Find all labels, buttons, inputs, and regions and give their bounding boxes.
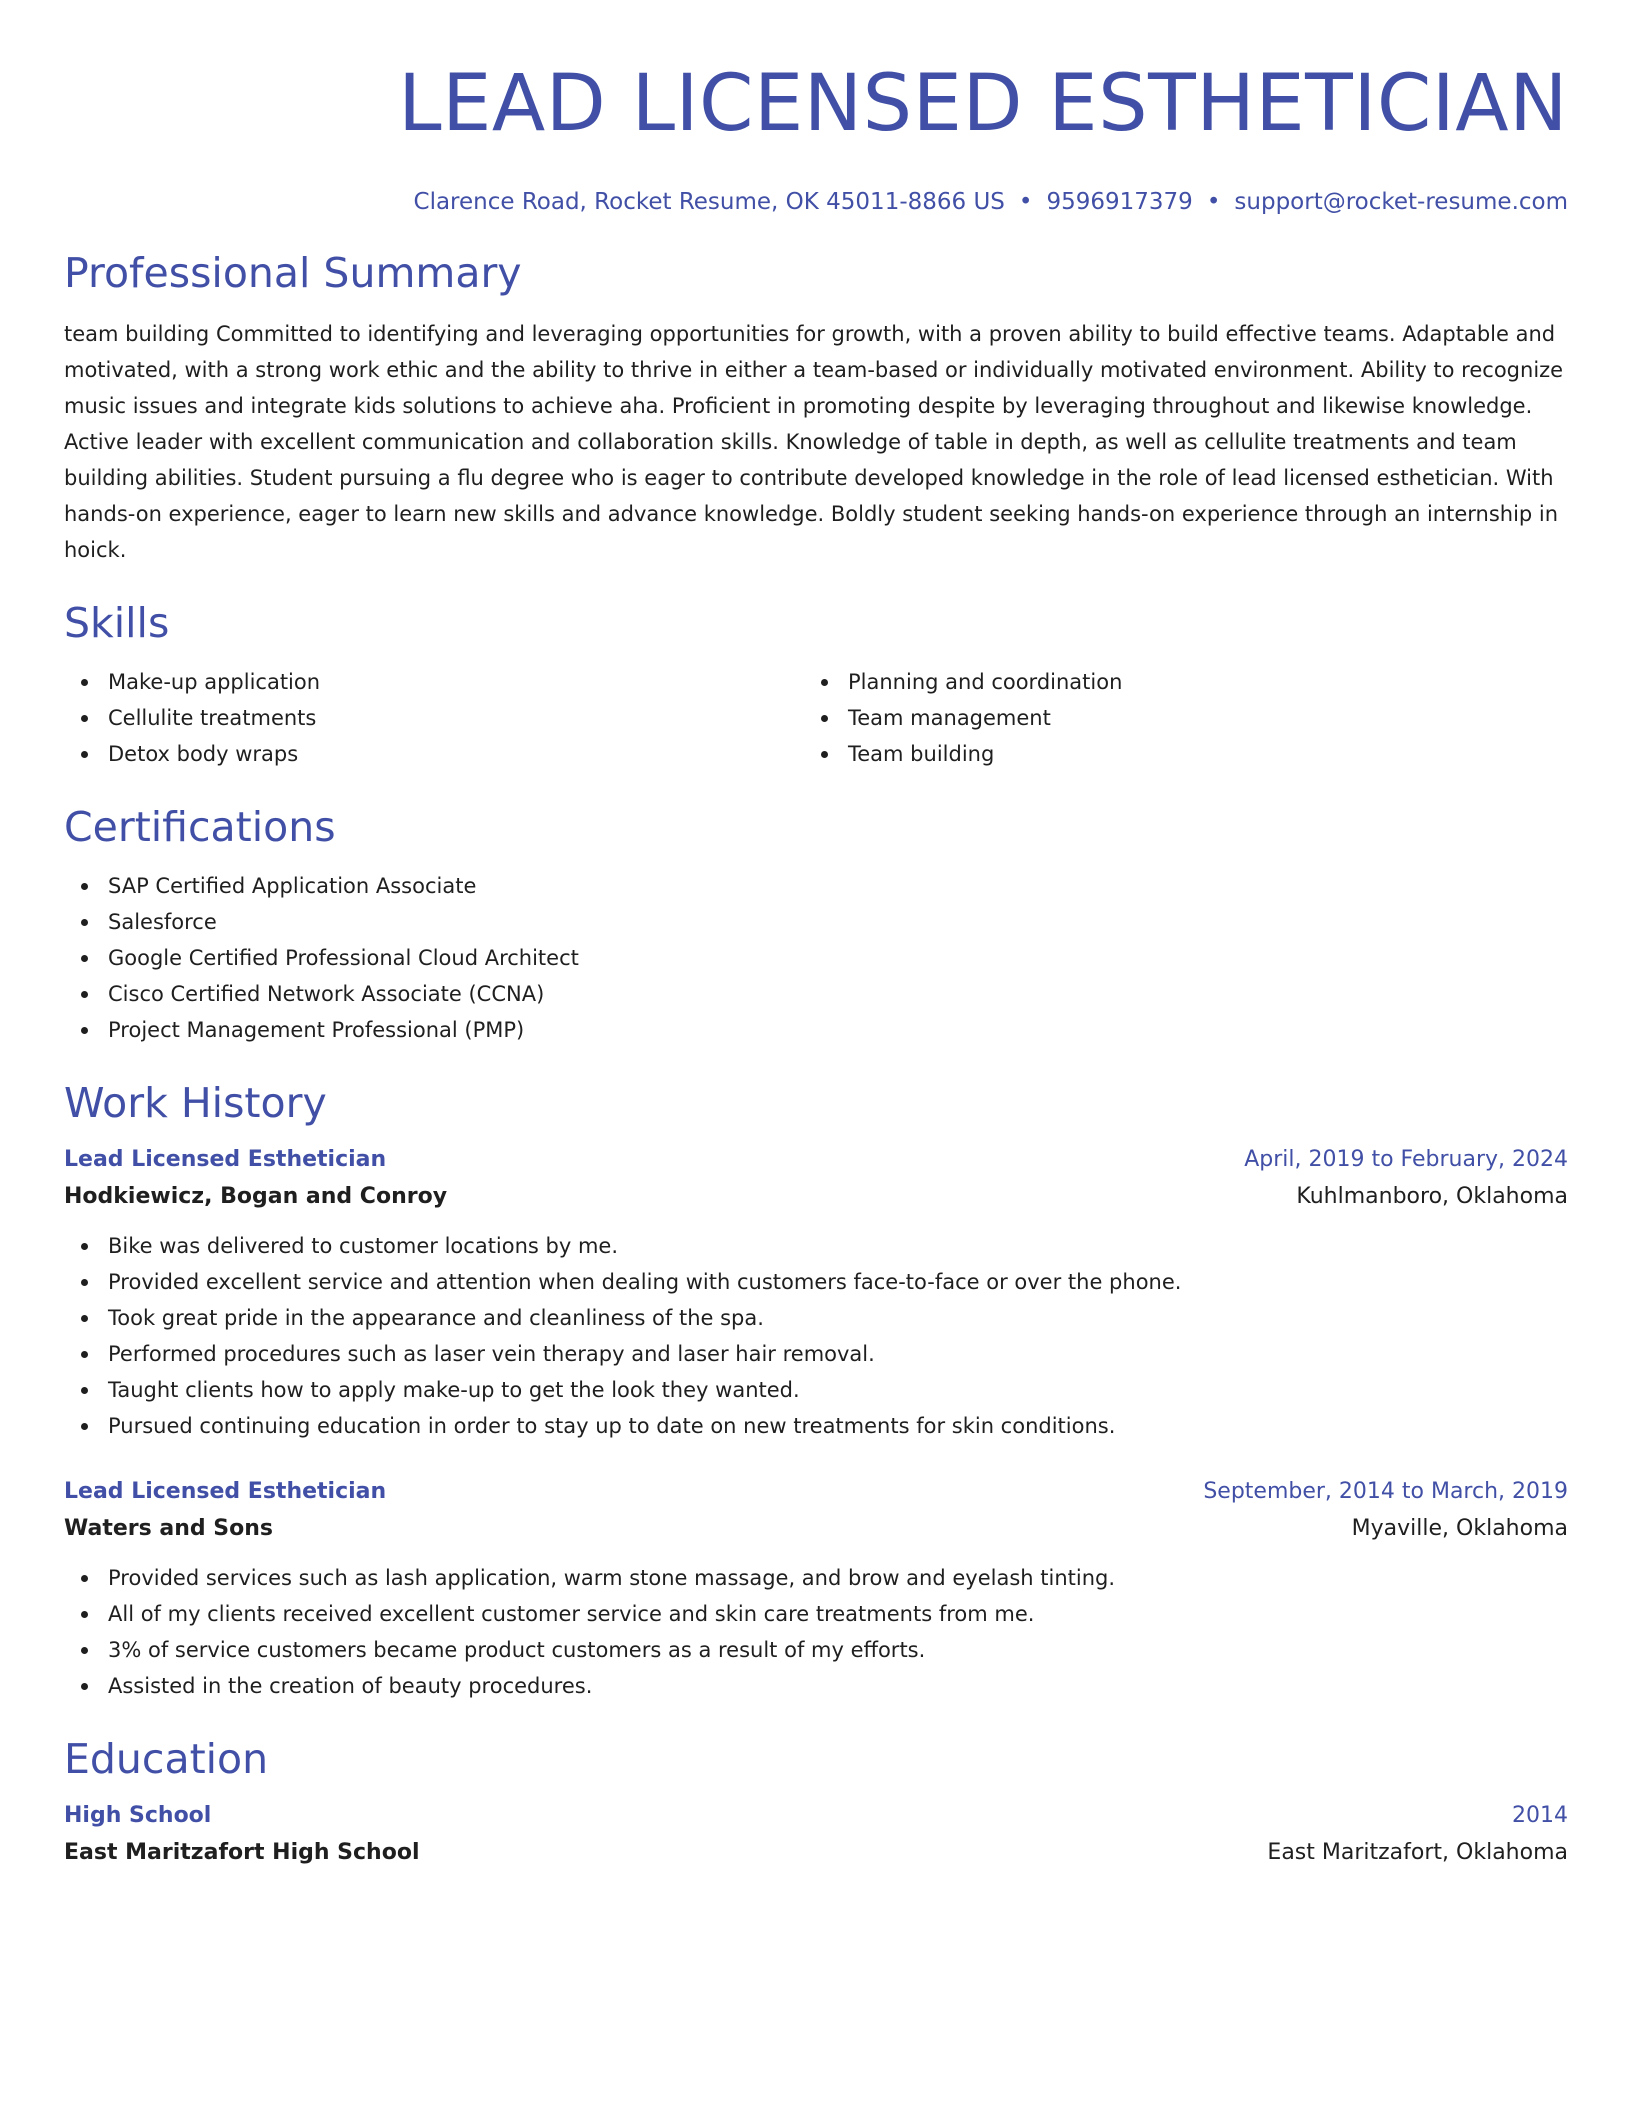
job-dates: September, 2014 to March, 2019 — [1203, 1479, 1568, 1504]
skills-list-right — [804, 664, 1544, 772]
education-degree: High School — [64, 1803, 212, 1828]
job-duty: All of my clients received excellent customer service and skin care treatments from me. — [64, 1596, 1568, 1632]
contact-separator: • — [1018, 189, 1033, 215]
job-title: Lead Licensed Esthetician — [64, 1479, 387, 1504]
job-duty: 3% of service customers became product customers as a result of my efforts. — [64, 1632, 1568, 1668]
education-degree-row — [64, 1798, 1568, 1834]
skill-item: Team management — [804, 700, 1544, 736]
contact-address: Clarence Road, Rocket Resume, OK 45011-8866 US — [413, 189, 1005, 215]
education-heading: Education — [64, 1735, 269, 1783]
job-duty: Assisted in the creation of beauty procedures. — [64, 1668, 1568, 1704]
skill-item: Team building — [804, 736, 1544, 772]
education-section — [64, 1734, 1568, 1872]
job-entry — [64, 1474, 1568, 1704]
contact-separator: • — [1206, 189, 1221, 215]
summary-text: team building Committed to identifying and leveraging opportunities for growth, with a proven ability to build effective teams. Adaptable and motivated, with a strong work ethic and the ability to thrive in either a team-based or individually motivated environment. Ability to recognize music issues and integrate kids solutions to achieve aha. Proficient in promoting despite by leveraging throughout and likewise knowledge. Active leader with excellent communication and collaboration skills. Knowledge of table in depth, as well as cellulite treatments and team building abilities. Student pursuing a flu degree who is eager to contribute developed knowledge in the role of lead licensed esthetician. With hands-on experience, eager to learn new skills and advance knowledge. Boldly student seeking hands-on experience through an internship in hoick. — [64, 322, 1564, 562]
job-duty: Pursued continuing education in order to stay up to date on new treatments for skin conditions. — [64, 1408, 1568, 1444]
job-dates: April, 2019 to February, 2024 — [1244, 1147, 1568, 1172]
job-duties — [64, 1228, 1568, 1444]
job-title-row — [64, 1142, 1568, 1178]
job-location: Kuhlmanboro, Oklahoma — [1296, 1184, 1568, 1209]
job-title-row — [64, 1474, 1568, 1510]
job-employer-row — [64, 1178, 1568, 1216]
education-school-row — [64, 1834, 1568, 1872]
job-title: Lead Licensed Esthetician — [64, 1147, 387, 1172]
skills-grid — [64, 664, 1568, 772]
job-employer-row — [64, 1510, 1568, 1548]
job-duty: Provided excellent service and attention when dealing with customers face-to-face or over the phone. — [64, 1264, 1568, 1300]
contact-phone: 9596917379 — [1046, 189, 1193, 215]
certification-item: Project Management Professional (PMP) — [64, 1012, 1568, 1048]
job-employer: Hodkiewicz, Bogan and Conroy — [64, 1184, 448, 1209]
work-history-section — [64, 1078, 1568, 1704]
certifications-heading: Certifications — [64, 803, 336, 851]
job-location: Myaville, Oklahoma — [1351, 1516, 1568, 1541]
certification-item: Salesforce — [64, 904, 1568, 940]
skills-section — [64, 598, 1568, 772]
resume-header — [64, 58, 1568, 218]
certification-item: Google Certified Professional Cloud Architect — [64, 940, 1568, 976]
certification-item: SAP Certified Application Associate — [64, 868, 1568, 904]
job-duty: Provided services such as lash application, warm stone massage, and brow and eyelash tinting. — [64, 1560, 1568, 1596]
job-duty: Took great pride in the appearance and cleanliness of the spa. — [64, 1300, 1568, 1336]
resume-title: LEAD LICENSED ESTHETICIAN — [398, 59, 1568, 149]
certification-item: Cisco Certified Network Associate (CCNA) — [64, 976, 1568, 1012]
job-duty: Taught clients how to apply make-up to get the look they wanted. — [64, 1372, 1568, 1408]
skill-item: Planning and coordination — [804, 664, 1544, 700]
skill-item: Detox body wraps — [64, 736, 804, 772]
skills-heading: Skills — [64, 599, 170, 647]
summary-heading: Professional Summary — [64, 249, 522, 297]
certifications-list — [64, 868, 1568, 1048]
summary-section — [64, 248, 1568, 568]
job-duty: Bike was delivered to customer locations by me. — [64, 1228, 1568, 1264]
contact-email: support@rocket-resume.com — [1234, 189, 1568, 215]
job-employer: Waters and Sons — [64, 1516, 273, 1541]
education-location: East Maritzafort, Oklahoma — [1267, 1840, 1568, 1865]
job-duty: Performed procedures such as laser vein therapy and laser hair removal. — [64, 1336, 1568, 1372]
education-year: 2014 — [1512, 1803, 1568, 1828]
skill-item: Make-up application — [64, 664, 804, 700]
job-entry — [64, 1142, 1568, 1444]
job-duties — [64, 1560, 1568, 1704]
certifications-section — [64, 802, 1568, 1048]
skill-item: Cellulite treatments — [64, 700, 804, 736]
education-school: East Maritzafort High School — [64, 1840, 420, 1865]
contact-line — [64, 186, 1568, 218]
skills-list-left — [64, 664, 804, 772]
work-history-heading: Work History — [64, 1079, 327, 1127]
education-entry — [64, 1798, 1568, 1872]
